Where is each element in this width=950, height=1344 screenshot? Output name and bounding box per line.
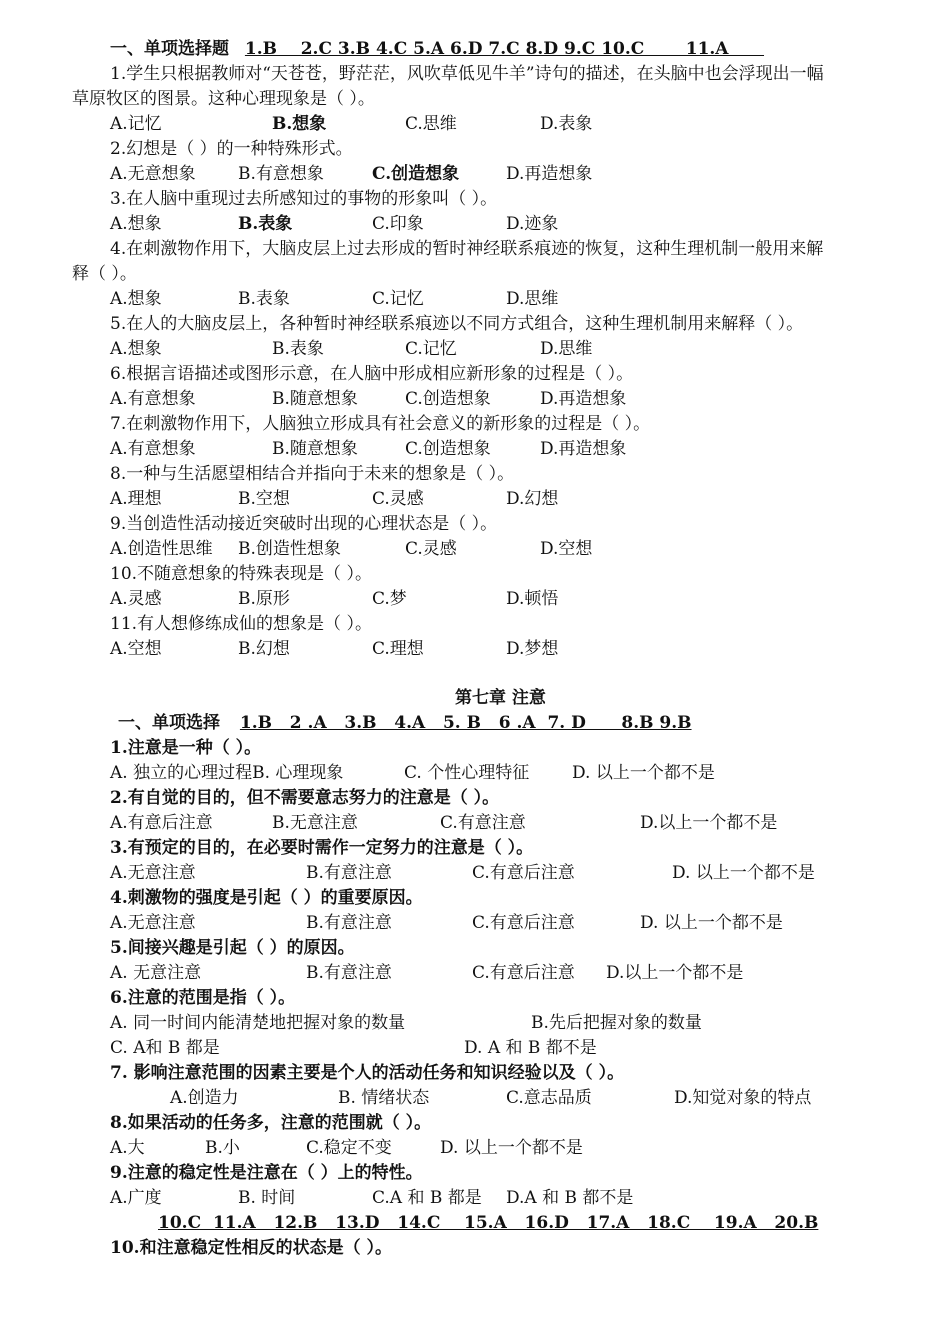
s1-q4-opt-c: C.记忆 bbox=[372, 289, 424, 309]
s1-q4-opt-d: D.思维 bbox=[506, 289, 559, 309]
s2-q3-opt-c: C.有意后注意 bbox=[472, 863, 575, 883]
s1-q1-line1: 1.学生只根据教师对“天苍苍，野茫茫，风吹草低见牛羊”诗句的描述，在头脑中也会浮现出一幅 bbox=[110, 64, 824, 84]
s2-q8-opt-d: D. 以上一个都不是 bbox=[440, 1138, 583, 1158]
s1-q3-opt-c: C.印象 bbox=[372, 214, 424, 234]
s1-q1-opt-c: C.思维 bbox=[405, 114, 457, 134]
s2-q2-opt-a: A.有意后注意 bbox=[110, 813, 213, 833]
section2-answer-key: 1.B 2 .A 3.B 4.A 5. B 6 .A 7. D 8.B 9.B bbox=[239, 713, 692, 733]
s2-q7-opt-a: A.创造力 bbox=[170, 1088, 239, 1108]
s2-q5-opt-c: C.有意后注意 bbox=[472, 963, 575, 983]
s1-q11-opt-d: D.梦想 bbox=[506, 639, 559, 659]
s1-q9-text: 9.当创造性活动接近突破时出现的心理状态是（ ）。 bbox=[110, 514, 498, 534]
s2-q6-text: 6.注意的范围是指（ ）。 bbox=[110, 988, 296, 1008]
s1-q4-opt-b: B.表象 bbox=[238, 289, 290, 309]
s1-q5-text: 5.在人的大脑皮层上，各种暂时神经联系痕迹以不同方式组合，这种生理机制用来解释（ ）。 bbox=[110, 314, 804, 334]
s2-q8-text: 8.如果活动的任务多，注意的范围就（ ）。 bbox=[110, 1113, 432, 1133]
s2-q1-opt-c: C. 个性心理特征 bbox=[404, 763, 530, 783]
s1-q10-opt-d: D.顿悟 bbox=[506, 589, 559, 609]
s2-q9-opt-b: B. 时间 bbox=[238, 1188, 296, 1208]
s1-q8-text: 8.一种与生活愿望相结合并指向于未来的想象是（ ）。 bbox=[110, 464, 515, 484]
s2-q4-opt-b: B.有意注意 bbox=[306, 913, 392, 933]
s2-q3-opt-b: B.有意注意 bbox=[306, 863, 392, 883]
s1-q7-opt-c: C.创造想象 bbox=[405, 439, 491, 459]
s1-q6-opt-c: C.创造想象 bbox=[405, 389, 491, 409]
s1-q7-opt-d: D.再造想象 bbox=[540, 439, 627, 459]
s1-q8-opt-a: A.理想 bbox=[110, 489, 162, 509]
s2-q7-text: 7. 影响注意范围的因素主要是个人的活动任务和知识经验以及（ ）。 bbox=[110, 1063, 625, 1083]
s2-q8-opt-b: B.小 bbox=[205, 1138, 240, 1158]
s2-q1-opt-ab: A. 独立的心理过程B. 心理现象 bbox=[110, 763, 344, 783]
s2-q1-opt-d: D. 以上一个都不是 bbox=[572, 763, 715, 783]
s1-q3-text: 3.在人脑中重现过去所感知过的事物的形象叫（ ）。 bbox=[110, 189, 498, 209]
s2-q4-opt-d: D. 以上一个都不是 bbox=[640, 913, 783, 933]
s1-q1-opt-d: D.表象 bbox=[540, 114, 593, 134]
s1-q9-opt-d: D.空想 bbox=[540, 539, 593, 559]
s1-q1-line2: 草原牧区的图景。这种心理现象是（ ）。 bbox=[72, 89, 375, 109]
s2-q9-opt-d: D.A 和 B 都不是 bbox=[506, 1188, 634, 1208]
s1-q4-line2: 释（ ）。 bbox=[72, 264, 137, 284]
s2-q10-text: 10.和注意稳定性相反的状态是（ ）。 bbox=[110, 1238, 392, 1258]
s1-q2-text: 2.幻想是（ ）的一种特殊形式。 bbox=[110, 139, 353, 159]
section2-header-label: 一、单项选择 bbox=[118, 713, 220, 733]
s2-q6-opt-b: B.先后把握对象的数量 bbox=[531, 1013, 702, 1033]
s1-q5-opt-b: B.表象 bbox=[272, 339, 324, 359]
s2-q3-opt-d: D. 以上一个都不是 bbox=[672, 863, 815, 883]
s1-q9-opt-b: B.创造性想象 bbox=[238, 539, 341, 559]
chapter-title: 第七章 注意 bbox=[455, 688, 546, 708]
s2-q9-text: 9.注意的稳定性是注意在（ ）上的特性。 bbox=[110, 1163, 423, 1183]
s1-q2-opt-b: B.有意想象 bbox=[238, 164, 324, 184]
s2-q7-opt-b: B. 情绪状态 bbox=[338, 1088, 430, 1108]
section2-answer-key-2: 10.C 11.A 12.B 13.D 14.C 15.A 16.D 17.A 18.C 19.A 20.B bbox=[158, 1213, 819, 1233]
s2-q6-opt-a: A. 同一时间内能清楚地把握对象的数量 bbox=[110, 1013, 406, 1033]
s1-q5-opt-a: A.想象 bbox=[110, 339, 162, 359]
s2-q3-opt-a: A.无意注意 bbox=[110, 863, 196, 883]
s2-q6-opt-c: C. A和 B 都是 bbox=[110, 1038, 220, 1058]
s1-q11-opt-a: A.空想 bbox=[110, 639, 162, 659]
s2-q5-opt-a: A. 无意注意 bbox=[110, 963, 202, 983]
section1-header bbox=[110, 38, 764, 60]
s1-q10-opt-b: B.原形 bbox=[238, 589, 290, 609]
s1-q4-line1: 4.在刺激物作用下，大脑皮层上过去形成的暂时神经联系痕迹的恢复，这种生理机制一般用来解 bbox=[110, 239, 824, 259]
s1-q6-opt-b: B.随意想象 bbox=[272, 389, 358, 409]
s2-q8-opt-c: C.稳定不变 bbox=[306, 1138, 392, 1158]
section1-answer-key: 1.B 2.C 3.B 4.C 5.A 6.D 7.C 8.D 9.C 10.C 11.A bbox=[244, 39, 765, 59]
s1-q10-opt-c: C.梦 bbox=[372, 589, 407, 609]
s2-q5-opt-b: B.有意注意 bbox=[306, 963, 392, 983]
s1-q3-opt-b: B.表象 bbox=[238, 214, 293, 234]
s1-q11-text: 11.有人想修练成仙的想象是（ ）。 bbox=[110, 614, 372, 634]
s2-q5-opt-d: D.以上一个都不是 bbox=[606, 963, 744, 983]
s2-q2-opt-c: C.有意注意 bbox=[440, 813, 526, 833]
s2-q1-text: 1.注意是一种（ ）。 bbox=[110, 738, 262, 758]
s1-q11-opt-c: C.理想 bbox=[372, 639, 424, 659]
s2-q3-text: 3.有预定的目的，在必要时需作一定努力的注意是（ ）。 bbox=[110, 838, 534, 858]
s2-q6-opt-d: D. A 和 B 都不是 bbox=[464, 1038, 597, 1058]
s1-q2-opt-d: D.再造想象 bbox=[506, 164, 593, 184]
s1-q10-opt-a: A.灵感 bbox=[110, 589, 162, 609]
s2-q4-opt-c: C.有意后注意 bbox=[472, 913, 575, 933]
s1-q4-opt-a: A.想象 bbox=[110, 289, 162, 309]
s1-q7-opt-b: B.随意想象 bbox=[272, 439, 358, 459]
s2-q2-opt-b: B.无意注意 bbox=[272, 813, 358, 833]
s2-q2-text: 2.有自觉的目的，但不需要意志努力的注意是（ ）。 bbox=[110, 788, 500, 808]
s1-q6-text: 6.根据言语描述或图形示意，在人脑中形成相应新形象的过程是（ ）。 bbox=[110, 364, 634, 384]
s1-q6-opt-d: D.再造想象 bbox=[540, 389, 627, 409]
s1-q6-opt-a: A.有意想象 bbox=[110, 389, 196, 409]
s2-q4-opt-a: A.无意注意 bbox=[110, 913, 196, 933]
s1-q3-opt-a: A.想象 bbox=[110, 214, 162, 234]
s1-q8-opt-b: B.空想 bbox=[238, 489, 290, 509]
s2-q7-opt-d: D.知觉对象的特点 bbox=[674, 1088, 812, 1108]
s2-q4-text: 4.刺激物的强度是引起（ ）的重要原因。 bbox=[110, 888, 423, 908]
s1-q2-opt-a: A.无意想象 bbox=[110, 164, 196, 184]
section1-header-label: 一、单项选择题 bbox=[110, 39, 229, 59]
s1-q1-opt-a: A.记忆 bbox=[110, 114, 162, 134]
s1-q8-opt-d: D.幻想 bbox=[506, 489, 559, 509]
s2-q5-text: 5.间接兴趣是引起（ ）的原因。 bbox=[110, 938, 355, 958]
s1-q9-opt-c: C.灵感 bbox=[405, 539, 457, 559]
s1-q2-opt-c: C.创造想象 bbox=[372, 164, 460, 184]
s1-q8-opt-c: C.灵感 bbox=[372, 489, 424, 509]
s1-q10-text: 10.不随意想象的特殊表现是（ ）。 bbox=[110, 564, 372, 584]
s2-q8-opt-a: A.大 bbox=[110, 1138, 145, 1158]
s1-q9-opt-a: A.创造性思维 bbox=[110, 539, 213, 559]
section2-header bbox=[118, 712, 692, 734]
s1-q5-opt-c: C.记忆 bbox=[405, 339, 457, 359]
s2-q2-opt-d: D.以上一个都不是 bbox=[640, 813, 778, 833]
s2-q9-opt-a: A.广度 bbox=[110, 1188, 162, 1208]
s2-q9-opt-c: C.A 和 B 都是 bbox=[372, 1188, 482, 1208]
s1-q5-opt-d: D.思维 bbox=[540, 339, 593, 359]
s1-q3-opt-d: D.迹象 bbox=[506, 214, 559, 234]
s1-q7-text: 7.在刺激物作用下，人脑独立形成具有社会意义的新形象的过程是（ ）。 bbox=[110, 414, 651, 434]
s1-q11-opt-b: B.幻想 bbox=[238, 639, 290, 659]
s1-q7-opt-a: A.有意想象 bbox=[110, 439, 196, 459]
s2-q7-opt-c: C.意志品质 bbox=[506, 1088, 592, 1108]
s1-q1-opt-b: B.想象 bbox=[272, 114, 327, 134]
